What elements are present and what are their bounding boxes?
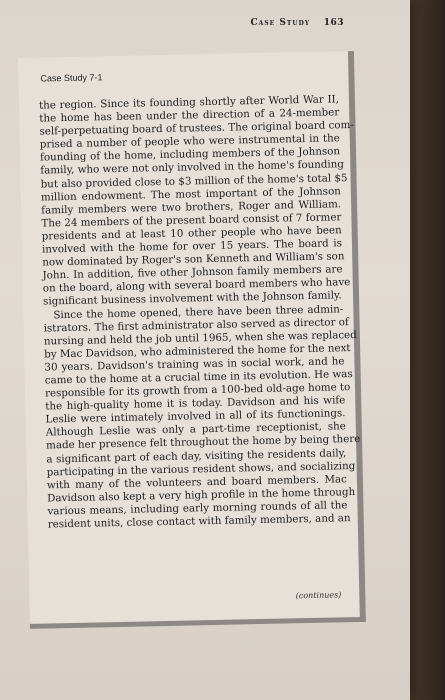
- text-line: Leslie were intimately involved in all of its functionings.: [45, 407, 346, 426]
- text-line: prised a number of people who were instrumental in the: [39, 132, 340, 151]
- continued-note: (continues): [295, 590, 342, 601]
- text-line: 30 years. Davidson's training was in social work, and he: [44, 355, 345, 374]
- text-line: presidents and at least 10 other people who have been: [41, 224, 342, 243]
- text-line: The 24 members of the present board consist of 7 former: [41, 211, 342, 230]
- text-line: John. In addition, five other Johnson family members are: [42, 263, 343, 282]
- text-line: nursing and held the job until 1965, when she was replaced: [43, 328, 357, 348]
- text-line: million endowment. The most important of the Johnson: [40, 184, 341, 204]
- text-line: responsible for its growth from a 100-bed old-age home to: [44, 381, 351, 400]
- text-line: founding of the home, including members of the Johnson: [39, 145, 341, 164]
- text-line: family members were two brothers, Roger and William.: [41, 198, 342, 217]
- text-line: with many of the volunteers and board members. Mac: [46, 472, 348, 492]
- text-line: Davidson also kept a very high profile in the home through: [47, 485, 356, 505]
- text-line: came to the home at a crucial time in its evolution. He was: [44, 368, 353, 387]
- page-number: 163: [323, 18, 344, 28]
- text-line: self-perpetuating board of trustees. The original board com-: [39, 119, 354, 138]
- running-head: [251, 18, 344, 28]
- text-line: the region. Since its founding shortly after World War II,: [38, 93, 340, 112]
- text-line: on the board, along with several board members who have: [42, 276, 351, 295]
- text-line: by Mac Davidson, who administered the home for the next: [44, 341, 351, 361]
- text-line: but also provided close to $3 million of the home's total $5: [40, 171, 348, 191]
- text-line: a significant part of each day, visiting the residents daily,: [46, 446, 347, 466]
- case-study-body: [38, 93, 361, 531]
- text-line: significant business involvement with the Johnson family.: [42, 289, 342, 308]
- background-surface: [405, 0, 445, 700]
- text-line: made her presence felt throughout the home by being there: [46, 433, 361, 452]
- text-line: resident units, close contact with family members, and an: [47, 512, 351, 531]
- case-study-label: Case Study 7-1: [40, 72, 103, 84]
- case-study-box: [18, 51, 366, 629]
- text-line: family, who were not only involved in the home's founding: [40, 158, 345, 178]
- running-head-title: Case Study: [250, 18, 311, 28]
- text-line: now dominated by Roger's son Kenneth and William's son: [42, 250, 345, 269]
- text-line: involved with the home for over 15 years. The board is: [41, 237, 343, 256]
- text-line: the home has been under the direction of a 24-member: [39, 106, 340, 125]
- text-line: Since the home opened, there have been three admin-: [53, 302, 344, 321]
- text-line: participating in the various resident shows, and socializing: [46, 459, 356, 479]
- text-line: the high-quality home it is today. Davidson and his wife: [45, 394, 346, 413]
- text-line: various means, including early morning rounds of all the: [47, 499, 348, 518]
- text-line: istrators. The first administrator also served as director of: [43, 315, 349, 335]
- text-line: Although Leslie was only a part-time receptionist, she: [45, 420, 346, 439]
